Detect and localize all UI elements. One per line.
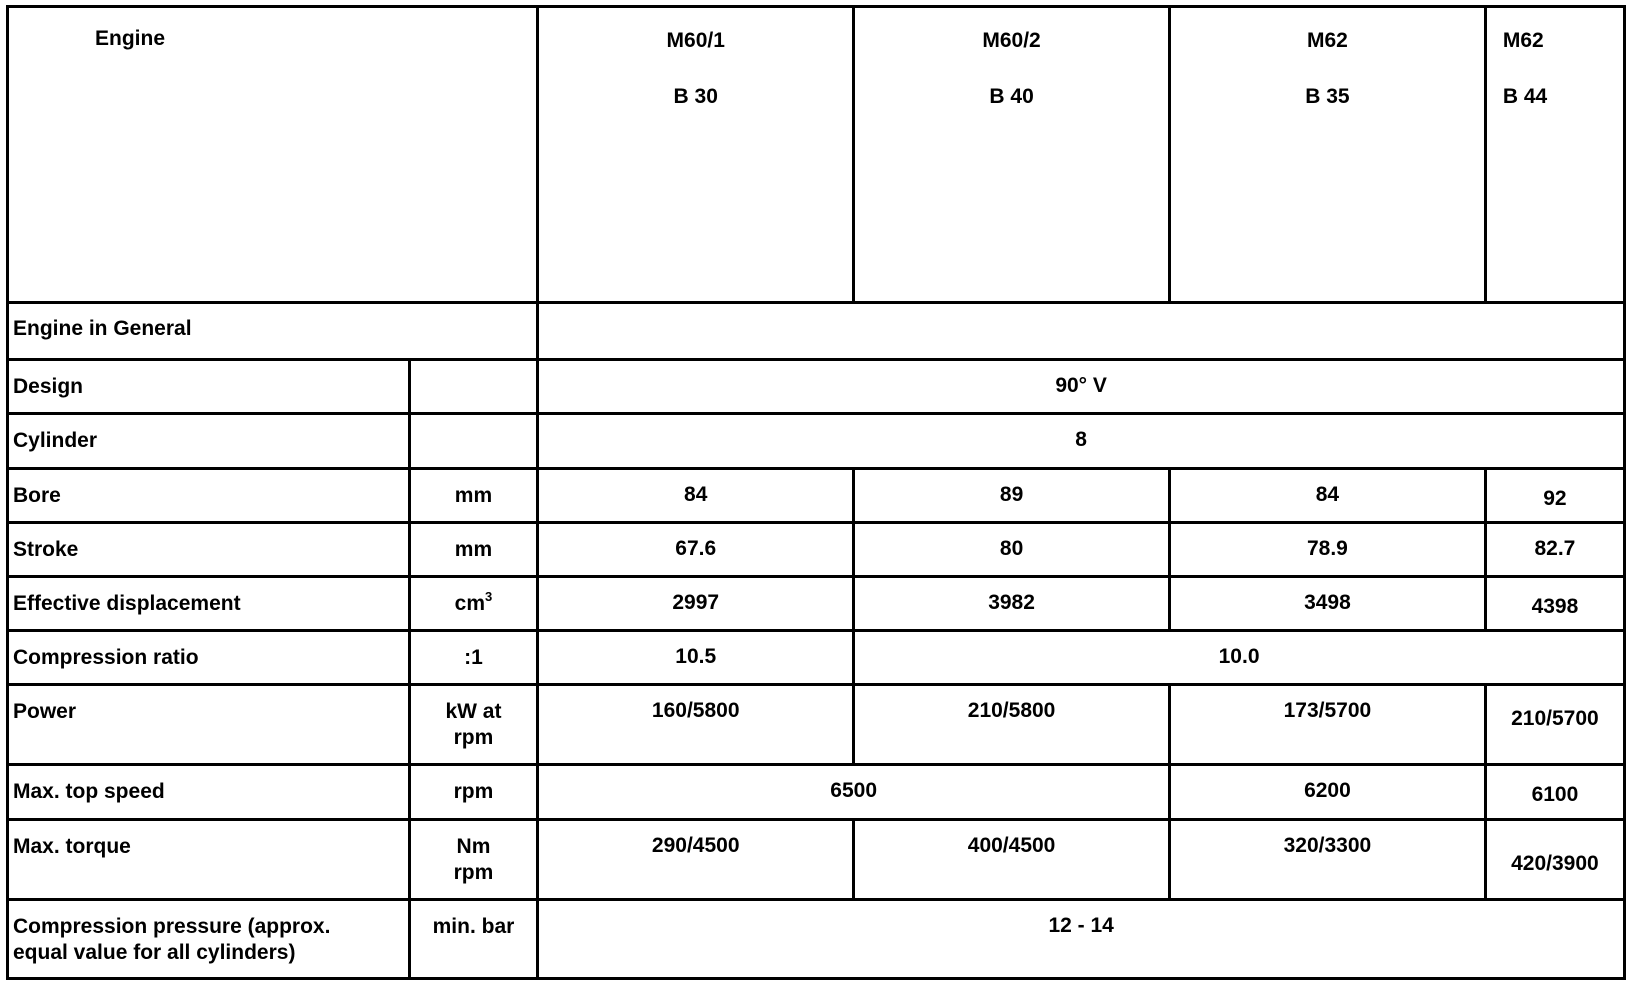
row-value: 92 (1485, 468, 1624, 522)
section-row (8, 302, 1625, 359)
section-title: Engine in General (8, 302, 538, 359)
table-row-compression-pressure (8, 899, 1625, 978)
label-line: equal value for all cylinders) (13, 940, 296, 964)
table-row-compression-ratio (8, 631, 1625, 685)
row-label (8, 899, 410, 978)
table-row-cylinder (8, 414, 1625, 468)
row-value: 400/4500 (854, 819, 1170, 899)
row-unit (409, 414, 538, 468)
unit-text: cm (454, 591, 486, 615)
engine-spec-table (6, 5, 1626, 980)
row-unit: min. bar (409, 899, 538, 978)
engine-header-m62-b35 (1170, 7, 1486, 303)
unit-line: Nm (456, 834, 491, 858)
row-value: 84 (1170, 468, 1486, 522)
row-value: 420/3900 (1485, 819, 1624, 899)
engine-header-m60-2 (854, 7, 1170, 303)
unit-superscript: 3 (485, 588, 493, 604)
row-value: 10.0 (854, 631, 1625, 685)
table-row-bore (8, 468, 1625, 522)
row-unit: mm (409, 468, 538, 522)
engine-variant: B 40 (989, 85, 1034, 108)
row-unit: :1 (409, 631, 538, 685)
row-label: Max. top speed (8, 765, 410, 819)
row-unit: mm (409, 522, 538, 576)
label-line: Compression pressure (approx. (13, 914, 331, 938)
row-value: 90° V (538, 360, 1625, 414)
table-row-power (8, 685, 1625, 765)
unit-line: rpm (453, 860, 494, 884)
row-value: 12 - 14 (538, 899, 1625, 978)
table-row-stroke (8, 522, 1625, 576)
row-unit (409, 576, 538, 630)
row-label: Bore (8, 468, 410, 522)
table-row-displacement (8, 576, 1625, 630)
row-label: Power (8, 685, 410, 765)
row-value: 320/3300 (1170, 819, 1486, 899)
engine-variant: B 35 (1305, 85, 1350, 108)
engine-code: M60/2 (982, 29, 1041, 52)
row-value: 3982 (854, 576, 1170, 630)
row-value: 290/4500 (538, 819, 854, 899)
engine-code: M60/1 (666, 29, 725, 52)
row-value: 210/5700 (1485, 685, 1624, 765)
row-value: 160/5800 (538, 685, 854, 765)
row-value: 80 (854, 522, 1170, 576)
row-label: Design (8, 360, 410, 414)
row-unit (409, 360, 538, 414)
row-label: Stroke (8, 522, 410, 576)
row-unit (409, 685, 538, 765)
unit-line: rpm (453, 726, 494, 750)
table-row-top-speed (8, 765, 1625, 819)
row-value: 3498 (1170, 576, 1486, 630)
row-label: Compression ratio (8, 631, 410, 685)
row-value: 82.7 (1485, 522, 1624, 576)
row-value: 210/5800 (854, 685, 1170, 765)
row-value: 173/5700 (1170, 685, 1486, 765)
row-label: Effective displacement (8, 576, 410, 630)
engine-code: M62 (1502, 29, 1544, 52)
engine-header-m62-b44 (1485, 7, 1624, 303)
row-value: 2997 (538, 576, 854, 630)
row-value: 6500 (538, 765, 1170, 819)
row-value: 78.9 (1170, 522, 1486, 576)
engine-variant: B 30 (673, 85, 718, 108)
row-value: 10.5 (538, 631, 854, 685)
engine-variant: B 44 (1502, 85, 1548, 108)
section-blank (538, 302, 1625, 359)
engine-header-m60-1 (538, 7, 854, 303)
header-row (8, 7, 1625, 303)
row-value: 67.6 (538, 522, 854, 576)
row-value: 6200 (1170, 765, 1486, 819)
row-label: Max. torque (8, 819, 410, 899)
table-row-design (8, 360, 1625, 414)
row-unit: rpm (409, 765, 538, 819)
row-label: Cylinder (8, 414, 410, 468)
engine-code: M62 (1307, 29, 1348, 52)
row-value: 6100 (1485, 765, 1624, 819)
row-value: 84 (538, 468, 854, 522)
unit-line: kW at (445, 700, 502, 724)
row-value: 8 (538, 414, 1625, 468)
row-value: 4398 (1485, 576, 1624, 630)
row-unit (409, 819, 538, 899)
row-value: 89 (854, 468, 1170, 522)
table-title: Engine (8, 7, 538, 303)
table-row-torque (8, 819, 1625, 899)
